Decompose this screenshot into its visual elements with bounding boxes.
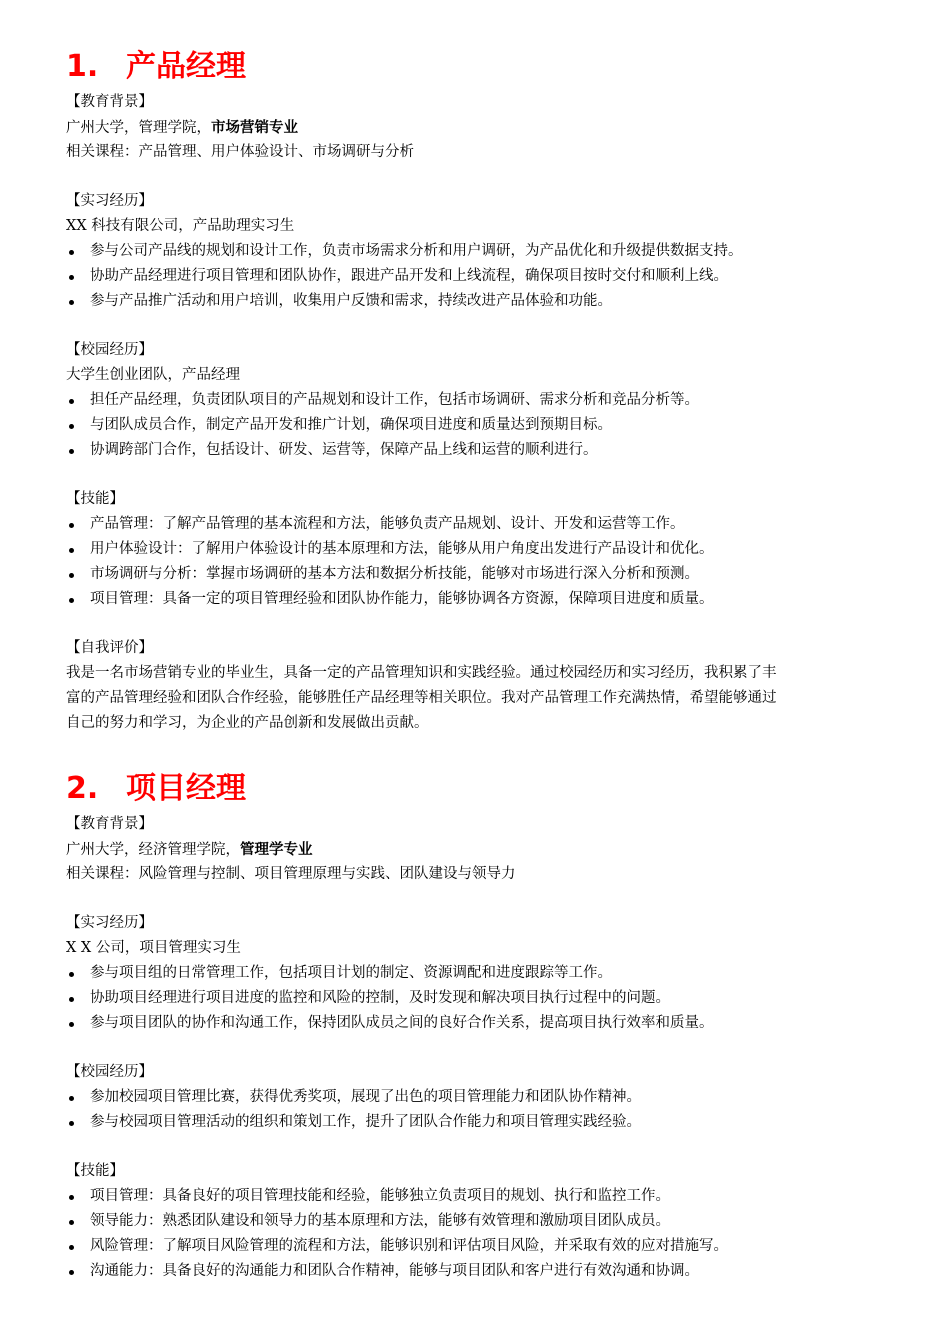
- section-number: 2.: [66, 771, 99, 806]
- list-item: [66, 986, 896, 1011]
- self-eval-line: 富的产品管理经验和团队合作经验，能够胜任产品经理等相关职位。我对产品管理工作充满热情，希望能够通过: [66, 690, 777, 706]
- list-item: [66, 587, 896, 612]
- bullet-icon: [69, 1270, 74, 1275]
- bullet-icon: [69, 972, 74, 977]
- bullet-icon: [69, 1121, 74, 1126]
- self-eval-line: 自己的努力和学习，为企业的产品创新和发展做出贡献。: [66, 715, 429, 731]
- list-item: [66, 388, 896, 413]
- bullet-icon: [69, 1245, 74, 1250]
- bullet-icon: [69, 449, 74, 454]
- bullet-icon: [69, 997, 74, 1002]
- bullet-icon: [69, 424, 74, 429]
- list-item-text: 市场调研与分析：掌握市场调研的基本方法和数据分析技能，能够对市场进行深入分析和预测。: [90, 566, 699, 582]
- list-item: [66, 562, 896, 587]
- bullet-icon: [69, 1096, 74, 1101]
- bullet-icon: [69, 1195, 74, 1200]
- list-item-text: 参与校园项目管理活动的组织和策划工作，提升了团队合作能力和项目管理实践经验。: [90, 1114, 641, 1130]
- list-item-text: 领导能力：熟悉团队建设和领导力的基本原理和方法，能够有效管理和激励项目团队成员。: [90, 1213, 670, 1229]
- bullet-icon: [69, 275, 74, 280]
- major-text: 市场营销专业: [211, 119, 298, 136]
- major-text: 管理学专业: [240, 841, 313, 858]
- internship-heading: 【实习经历】: [66, 915, 153, 931]
- bullet-icon: [69, 250, 74, 255]
- bullet-icon: [69, 399, 74, 404]
- bullet-icon: [69, 523, 74, 528]
- bullet-icon: [69, 300, 74, 305]
- list-item: [66, 537, 896, 562]
- list-item: [66, 1011, 896, 1036]
- list-item-text: 与团队成员合作，制定产品开发和推广计划，确保项目进度和质量达到预期目标。: [90, 417, 612, 433]
- list-item: [66, 1209, 896, 1234]
- education-courses: 相关课程：产品管理、用户体验设计、市场调研与分析: [66, 144, 414, 160]
- list-item-text: 参与项目团队的协作和沟通工作，保持团队成员之间的良好合作关系，提高项目执行效率和质量。: [90, 1015, 714, 1031]
- campus-org: 大学生创业团队，产品经理: [66, 367, 240, 383]
- section-title: [66, 44, 896, 90]
- list-item-text: 参加校园项目管理比赛，获得优秀奖项，展现了出色的项目管理能力和团队协作精神。: [90, 1089, 641, 1105]
- list-item-text: 协助项目经理进行项目进度的监控和风险的控制，及时发现和解决项目执行过程中的问题。: [90, 990, 670, 1006]
- list-item-text: 风险管理：了解项目风险管理的流程和方法，能够识别和评估项目风险，并采取有效的应对措施写。: [90, 1238, 728, 1254]
- list-item-text: 用户体验设计：了解用户体验设计的基本原理和方法，能够从用户角度出发进行产品设计和优化。: [90, 541, 714, 557]
- list-item: [66, 512, 896, 537]
- school-text: 广州大学，经济管理学院，: [66, 842, 240, 858]
- section-title-text: 产品经理: [126, 49, 246, 84]
- list-item-text: 担任产品经理，负责团队项目的产品规划和设计工作，包括市场调研、需求分析和竞品分析等。: [90, 392, 699, 408]
- list-item-text: 项目管理：具备一定的项目管理经验和团队协作能力，能够协调各方资源，保障项目进度和质量。: [90, 591, 714, 607]
- bullet-icon: [69, 1220, 74, 1225]
- list-item: [66, 264, 896, 289]
- list-item: [66, 1259, 896, 1284]
- skills-heading: 【技能】: [66, 491, 124, 507]
- self-eval-heading: 【自我评价】: [66, 640, 153, 656]
- list-item-text: 产品管理：了解产品管理的基本流程和方法，能够负责产品规划、设计、开发和运营等工作。: [90, 516, 685, 532]
- list-item: [66, 1184, 896, 1209]
- list-item-text: 参与项目组的日常管理工作，包括项目计划的制定、资源调配和进度跟踪等工作。: [90, 965, 612, 981]
- list-item-text: 沟通能力：具备良好的沟通能力和团队合作精神，能够与项目团队和客户进行有效沟通和协调。: [90, 1263, 699, 1279]
- school-text: 广州大学，管理学院，: [66, 120, 211, 136]
- list-item: [66, 289, 896, 314]
- bullet-icon: [69, 548, 74, 553]
- list-item-text: 参与公司产品线的规划和设计工作，负责市场需求分析和用户调研，为产品优化和升级提供数据支持。: [90, 243, 743, 259]
- bullet-icon: [69, 573, 74, 578]
- campus-heading: 【校园经历】: [66, 1064, 153, 1080]
- list-item: [66, 239, 896, 264]
- list-item: [66, 1110, 896, 1135]
- section-product-manager: [66, 44, 896, 736]
- skills-heading: 【技能】: [66, 1163, 124, 1179]
- education-school: [66, 115, 896, 140]
- self-eval-line: 我是一名市场营销专业的毕业生，具备一定的产品管理知识和实践经验。通过校园经历和实习经历，我积累了丰: [66, 665, 777, 681]
- list-item-text: 参与产品推广活动和用户培训，收集用户反馈和需求，持续改进产品体验和功能。: [90, 293, 612, 309]
- education-heading: 【教育背景】: [66, 816, 153, 832]
- internship-heading: 【实习经历】: [66, 193, 153, 209]
- internship-company: X X 公司，项目管理实习生: [66, 940, 241, 956]
- section-title-text: 项目经理: [126, 771, 246, 806]
- section-title: [66, 766, 896, 812]
- list-item: [66, 413, 896, 438]
- internship-company: XX 科技有限公司，产品助理实习生: [66, 218, 295, 234]
- list-item: [66, 438, 896, 463]
- education-courses: 相关课程：风险管理与控制、项目管理原理与实践、团队建设与领导力: [66, 866, 516, 882]
- list-item: [66, 1234, 896, 1259]
- campus-heading: 【校园经历】: [66, 342, 153, 358]
- list-item: [66, 961, 896, 986]
- education-school: [66, 837, 896, 862]
- education-heading: 【教育背景】: [66, 94, 153, 110]
- bullet-icon: [69, 1022, 74, 1027]
- section-number: 1.: [66, 49, 99, 84]
- list-item-text: 协调跨部门合作，包括设计、研发、运营等，保障产品上线和运营的顺利进行。: [90, 442, 598, 458]
- section-project-manager: [66, 766, 896, 1284]
- list-item-text: 项目管理：具备良好的项目管理技能和经验，能够独立负责项目的规划、执行和监控工作。: [90, 1188, 670, 1204]
- bullet-icon: [69, 598, 74, 603]
- list-item: [66, 1085, 896, 1110]
- list-item-text: 协助产品经理进行项目管理和团队协作，跟进产品开发和上线流程，确保项目按时交付和顺利上线。: [90, 268, 728, 284]
